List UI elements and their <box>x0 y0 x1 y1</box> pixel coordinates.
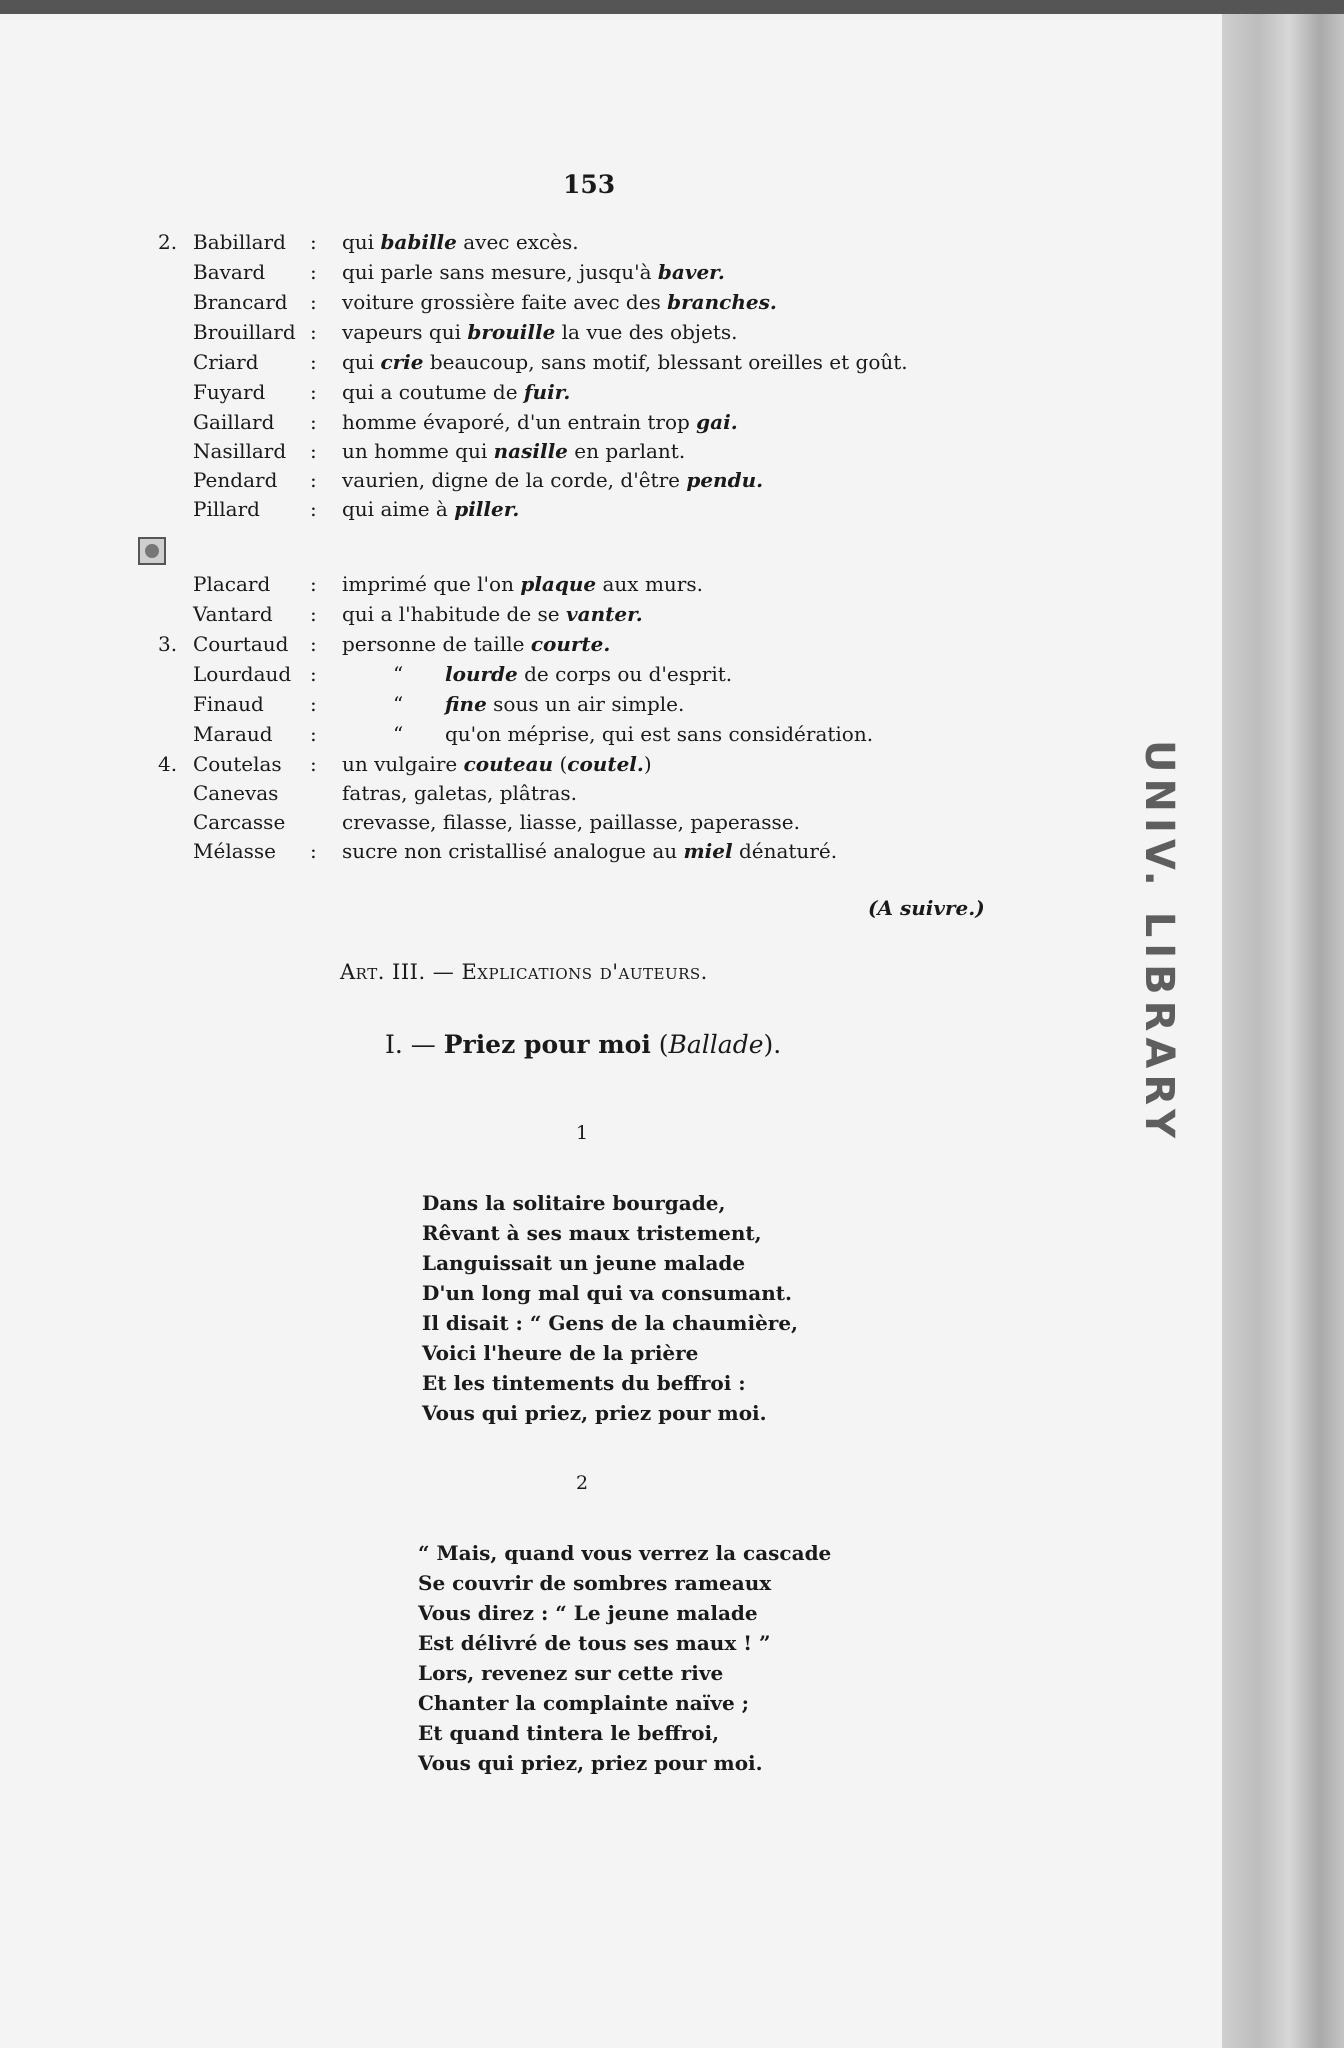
definition-text: fatras, galetas, plâtras. <box>342 781 577 805</box>
etymon: crie <box>380 350 424 374</box>
vocab-colon: : <box>310 230 317 254</box>
etymon: babille <box>380 230 457 254</box>
vocab-word: Coutelas <box>193 752 282 776</box>
section-title-open: ( <box>650 1030 669 1059</box>
vocab-definition <box>342 779 577 807</box>
vocab-colon: : <box>310 752 317 776</box>
definition-text: vapeurs qui <box>342 320 468 344</box>
vocab-definition <box>445 720 873 748</box>
vocab-colon: : <box>310 320 317 344</box>
vocab-word: Fuyard <box>193 380 266 404</box>
vocab-word: Pendard <box>193 468 278 492</box>
etymon: coutel. <box>567 752 644 776</box>
poem-line: D'un long mal qui va consumant. <box>422 1281 792 1305</box>
to-be-continued: (A suivre.) <box>868 896 985 920</box>
definition-text: en parlant. <box>567 439 686 463</box>
etymon: plaque <box>520 572 597 596</box>
definition-text: crevasse, filasse, liasse, paillasse, paperasse. <box>342 810 800 834</box>
poem-line: “ Mais, quand vous verrez la cascade <box>418 1541 832 1565</box>
vocab-word: Pillard <box>193 497 260 521</box>
definition-text: aux murs. <box>596 572 703 596</box>
vocab-colon: : <box>310 722 317 746</box>
definition-text: un homme qui <box>342 439 494 463</box>
definition-text: de corps ou d'esprit. <box>517 662 733 686</box>
vocab-word: Courtaud <box>193 632 289 656</box>
vocab-definition <box>342 837 837 865</box>
etymon: branches. <box>667 290 777 314</box>
ditto-mark: “ <box>393 722 404 746</box>
page-number: 153 <box>563 170 616 199</box>
vocab-word: Babillard <box>193 230 286 254</box>
etymon: couteau <box>463 752 554 776</box>
vocab-word: Placard <box>193 572 271 596</box>
definition-text: personne de taille <box>342 632 531 656</box>
vocab-word: Carcasse <box>193 810 286 834</box>
vocab-colon: : <box>310 350 317 374</box>
vocab-colon: : <box>310 839 317 863</box>
stanza <box>422 1188 798 1428</box>
etymon: courte. <box>530 632 611 656</box>
vocab-word: Maraud <box>193 722 273 746</box>
definition-text: qui <box>342 350 381 374</box>
stanza-number: 1 <box>576 1122 589 1144</box>
poem-line: Et quand tintera le beffroi, <box>418 1721 720 1745</box>
etymon: fuir. <box>523 380 571 404</box>
vocab-word: Brancard <box>193 290 288 314</box>
vocab-colon: : <box>310 632 317 656</box>
poem-line: Voici l'heure de la prière <box>422 1341 699 1365</box>
definition-text: ( <box>553 752 568 776</box>
vocab-definition <box>342 808 800 836</box>
vocab-definition <box>342 258 725 286</box>
vocab-word: Bavard <box>193 260 266 284</box>
stanza-number: 2 <box>576 1472 589 1494</box>
section-title-close: ). <box>763 1030 782 1059</box>
definition-text: qui a coutume de <box>342 380 524 404</box>
poem-subtitle: Ballade <box>668 1030 764 1059</box>
etymon: piller. <box>454 497 520 521</box>
poem-line: Il disait : “ Gens de la chaumière, <box>422 1311 799 1335</box>
section-title-prefix: I. — <box>385 1030 444 1059</box>
ornament-icon <box>138 537 166 565</box>
vocab-definition <box>342 318 738 346</box>
poem-line: Lors, revenez sur cette rive <box>418 1661 724 1685</box>
definition-text: qu'on méprise, qui est sans considération. <box>445 722 874 746</box>
poem-line: Languissait un jeune malade <box>422 1251 746 1275</box>
vocab-colon: : <box>310 260 317 284</box>
definition-text: dénaturé. <box>732 839 838 863</box>
definition-text: la vue des objets. <box>555 320 738 344</box>
vocab-word: Canevas <box>193 781 279 805</box>
poem-line: Et les tintements du beffroi : <box>422 1371 746 1395</box>
definition-text: ) <box>643 752 652 776</box>
scan-top-edge <box>0 0 1344 14</box>
definition-text: homme évaporé, d'un entrain trop <box>342 410 697 434</box>
definition-text: un vulgaire <box>342 752 464 776</box>
definition-text: vaurien, digne de la corde, d'être <box>342 468 687 492</box>
vocab-colon: : <box>310 290 317 314</box>
poem-line: Rêvant à ses maux tristement, <box>422 1221 762 1245</box>
etymon: fine <box>445 692 487 716</box>
vocab-group-number: 4. <box>158 752 178 776</box>
poem-line: Vous qui priez, priez pour moi. <box>418 1751 763 1775</box>
etymon: baver. <box>657 260 725 284</box>
definition-text: voiture grossière faite avec des <box>342 290 668 314</box>
vocab-definition <box>342 437 685 465</box>
poem-line: Vous qui priez, priez pour moi. <box>422 1401 767 1425</box>
poem-line: Est délivré de tous ses maux ! ” <box>418 1631 771 1655</box>
definition-text: qui a l'habitude de se <box>342 602 566 626</box>
vocab-definition <box>342 466 763 494</box>
ditto-mark: “ <box>393 662 404 686</box>
etymon: vanter. <box>565 602 643 626</box>
vocab-word: Gaillard <box>193 410 275 434</box>
etymon: brouille <box>467 320 556 344</box>
vocab-definition <box>445 690 684 718</box>
article-heading: Art. III. — Explications d'auteurs. <box>340 960 708 984</box>
vocab-group-number: 3. <box>158 632 178 656</box>
etymon: nasille <box>493 439 568 463</box>
vocab-word: Brouillard <box>193 320 296 344</box>
vocab-colon: : <box>310 439 317 463</box>
definition-text: avec excès. <box>456 230 579 254</box>
poem-title: Priez pour moi <box>443 1030 651 1059</box>
vocab-word: Finaud <box>193 692 264 716</box>
vocab-word: Lourdaud <box>193 662 292 686</box>
vocab-word: Nasillard <box>193 439 287 463</box>
vocab-colon: : <box>310 468 317 492</box>
definition-text: sous un air simple. <box>486 692 685 716</box>
vocab-definition <box>342 570 703 598</box>
poem-line: Dans la solitaire bourgade, <box>422 1191 726 1215</box>
vocab-definition <box>342 378 570 406</box>
definition-text: sucre non cristallisé analogue au <box>342 839 684 863</box>
etymon: pendu. <box>686 468 764 492</box>
poem-line: Chanter la complainte naïve ; <box>418 1691 750 1715</box>
vocab-colon: : <box>310 662 317 686</box>
vocab-definition <box>342 348 908 376</box>
section-title <box>385 1030 781 1059</box>
poem-line: Se couvrir de sombres rameaux <box>418 1571 772 1595</box>
vocab-definition <box>342 630 610 658</box>
vocab-group-number: 2. <box>158 230 178 254</box>
definition-text: beaucoup, sans motif, blessant oreilles et goût. <box>423 350 908 374</box>
vocab-colon: : <box>310 602 317 626</box>
vocab-definition <box>342 750 652 778</box>
vocab-word: Criard <box>193 350 259 374</box>
stanza <box>418 1538 831 1778</box>
vocab-definition <box>342 288 777 316</box>
vocab-colon: : <box>310 410 317 434</box>
book-page-edge <box>1222 14 1344 2048</box>
vocab-definition <box>342 600 643 628</box>
vocab-definition <box>342 495 519 523</box>
definition-text: qui <box>342 230 381 254</box>
vocab-word: Mélasse <box>193 839 276 863</box>
etymon: lourde <box>445 662 518 686</box>
vocab-colon: : <box>310 692 317 716</box>
vocab-colon: : <box>310 572 317 596</box>
vocab-definition <box>445 660 732 688</box>
vocab-colon: : <box>310 497 317 521</box>
definition-text: imprimé que l'on <box>342 572 521 596</box>
etymon: gai. <box>696 410 738 434</box>
definition-text: qui parle sans mesure, jusqu'à <box>342 260 658 284</box>
vocab-colon: : <box>310 380 317 404</box>
definition-text: qui aime à <box>342 497 455 521</box>
ditto-mark: “ <box>393 692 404 716</box>
vocab-definition <box>342 408 738 436</box>
vocab-word: Vantard <box>193 602 273 626</box>
poem-line: Vous direz : “ Le jeune malade <box>418 1601 758 1625</box>
library-stamp <box>1112 740 1182 920</box>
vocab-definition <box>342 228 579 256</box>
etymon: miel <box>683 839 733 863</box>
